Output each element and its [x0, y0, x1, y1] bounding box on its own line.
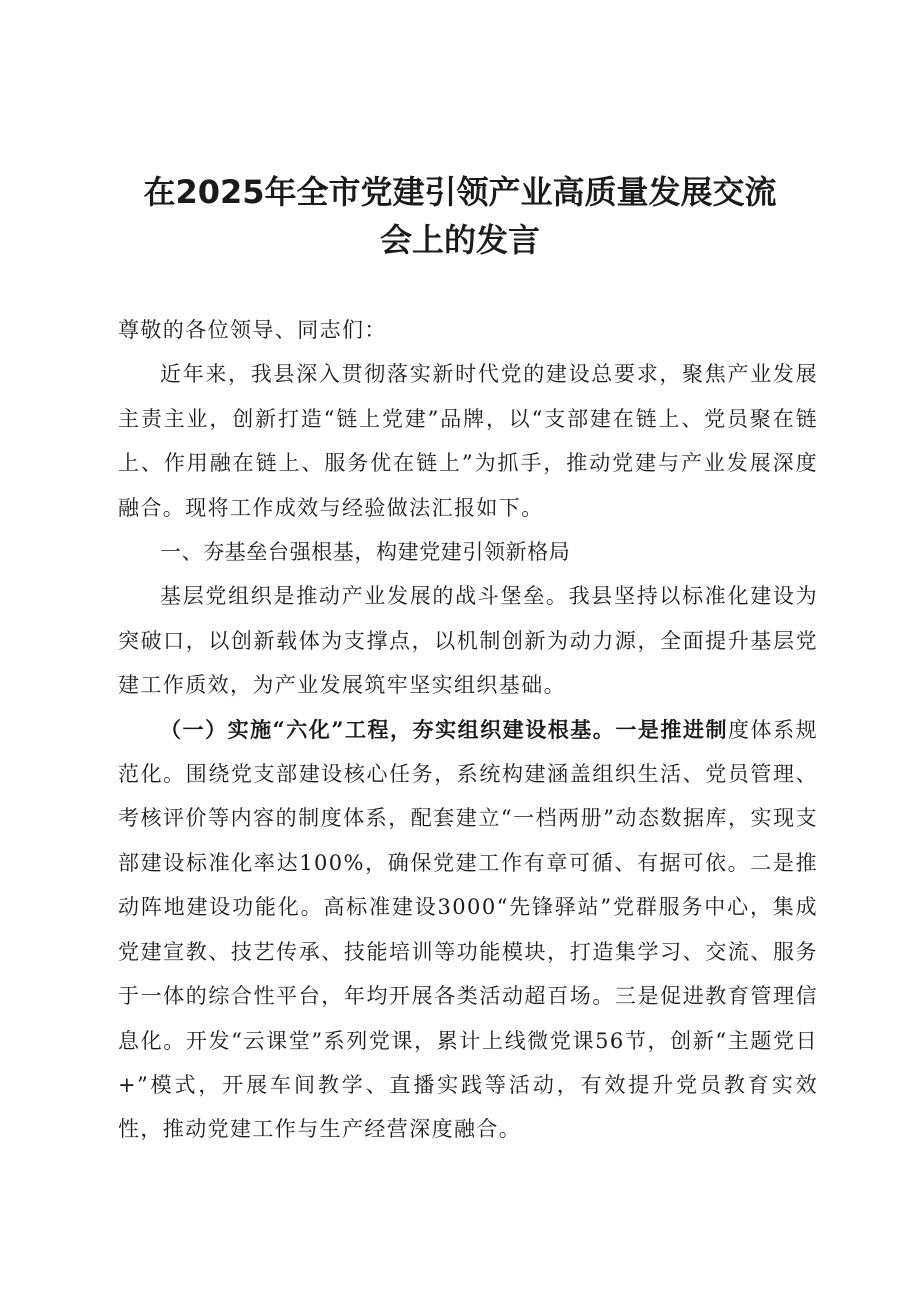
document-title [100, 168, 820, 264]
document-body [118, 308, 818, 1152]
salutation: 尊敬的各位领导、同志们： [118, 318, 387, 342]
section-1-intro-paragraph: 基层党组织是推动产业发展的战斗堡垒。我县坚持以标准化建设为突破口，以创新载体为支撑点，以机制创新为动力源，全面提升基层党建工作质效，为产业发展筑牢坚实组织基础。 [118, 584, 818, 698]
section-1-heading: 一、夯基垒台强根基，构建党建引领新格局 [160, 540, 571, 565]
subsection-1-text: 度体系规范化。围绕党支部建设核心任务，系统构建涵盖组织生活、党员管理、考核评价等内容的制度体系，配套建立“一档两册”动态数据库，实现支部建设标准化率达100%，确保党建工作有章可循、有据可依。二是推动阵地建设功能化。高标准建设3000“先锋驿站”党群服务中心，集成党建宣教、技艺传承、技能培训等功能模块，打造集学习、交流、服务于一体的综合性平台，年均开展各类活动超百场。三是促进教育管理信息化。开发“云课堂”系列党课，累计上线微党课56节，创新“主题党日+”模式，开展车间教学、直播实践等活动，有效提升党员教育实效性，推动党建工作与生产经营深度融合。 [118, 717, 818, 1142]
intro-paragraph: 近年来，我县深入贯彻落实新时代党的建设总要求，聚焦产业发展主责主业，创新打造“链上党建”品牌，以“支部建在链上、党员聚在链上、作用融在链上、服务优在链上”为抓手，推动党建与产业发展深度融合。现将工作成效与经验做法汇报如下。 [118, 362, 818, 520]
title-line-2: 会上的发言 [379, 221, 540, 259]
title-line-1: 在2025年全市党建引领产业高质量发展交流 [143, 173, 777, 211]
subsection-1-paragraph [118, 708, 818, 1152]
subsection-1-bold-lead: （一）实施“六化”工程，夯实组织建设根基。一是推进制 [160, 716, 728, 742]
